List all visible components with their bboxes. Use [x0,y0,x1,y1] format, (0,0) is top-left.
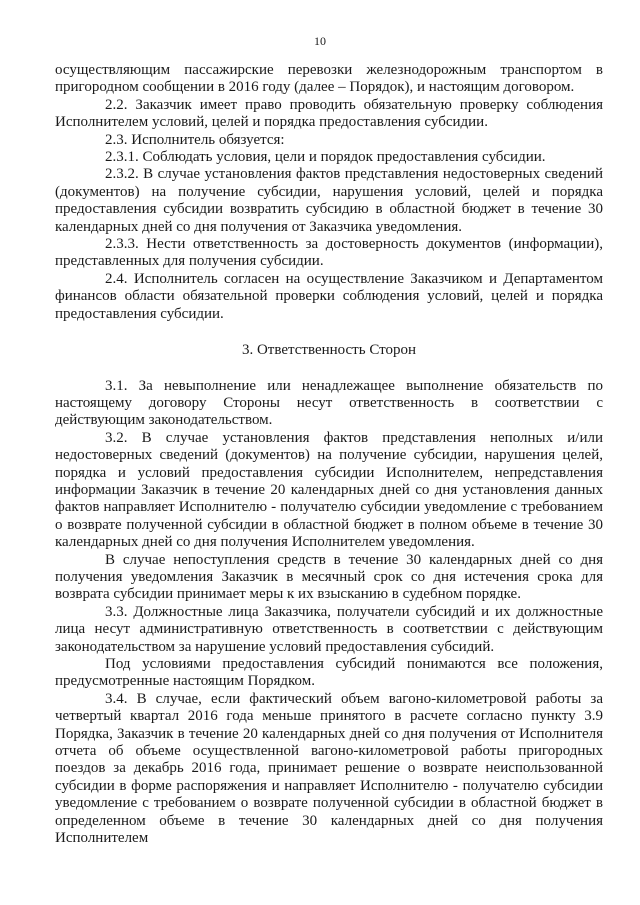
section-heading: 3. Ответственность Сторон [241,342,417,359]
page-number: 10 [314,34,326,48]
paragraph-3-4: 3.4. В случае, если фактический объем вагоно-километровой работы за четвертый квартал 2016 года меньше принятого в расчете согласно пункту 3.9 Порядка, Заказчик в течение 20 календарных дней со дня получения от Исполнителя отчета об объеме осуществленной вагоно-километровой работы пригородных поездов за декабрь 2016 года, принимает решение о возврате неиспользованной субсидии в форме распоряжения и направляет Исполнителю - получателю субсидии уведомление с требованием о возврате полученной субсидии в областной бюджет в определенном объеме в течение 30 календарных дней со дня получения Исполнителем [55,690,603,847]
paragraph-2-3-1: 2.3.1. Соблюдать условия, цели и порядок предоставления субсидии. [105,149,546,166]
paragraph-3-2: 3.2. В случае установления фактов представления неполных и/или недостоверных сведений (документов) на получение субсидии, нарушения целей, порядка и условий предоставления субсидии Исполнителем, непредставления информации Заказчик в течение 20 календарных дней со дня установления данных фактов направляет Исполнителю - получателю субсидии уведомление с требованием о возврате полученной субсидии в областной бюджет в полном объеме в течение 30 календарных дней со дня получения Исполнителем уведомления. [55,429,603,551]
paragraph-2-2: 2.2. Заказчик имеет право проводить обязательную проверку соблюдения Исполнителем условий, целей и порядка предоставления субсидии. [55,96,603,131]
paragraph-3-1: 3.1. За невыполнение или ненадлежащее выполнение обязательств по настоящему договору Стороны несут ответственность в соответствии с действующим законодательством. [55,377,603,429]
paragraph-2-3-3: 2.3.3. Нести ответственность за достоверность документов (информации), представленных для получения субсидии. [55,236,603,270]
paragraph-3-3: 3.3. Должностные лица Заказчика, получатели субсидий и их должностные лица несут административную ответственность в соответствии с действующим законодательством за нарушение условий предоставления субсидий. [55,603,603,655]
paragraph-3-3-continued: Под условиями предоставления субсидий понимаются все положения, предусмотренные настоящим Порядком. [55,656,603,690]
paragraph-2-3-2: 2.3.2. В случае установления фактов представления недостоверных сведений (документов) на получение субсидии, нарушения условий, целей и порядка предоставления субсидии возвратить субсидию в областной бюджет в течение 30 календарных дней со дня получения от Заказчика уведомления. [55,166,603,235]
paragraph-3-2-continued: В случае непоступления средств в течение 30 календарных дней со дня получения уведомления Заказчик в месячный срок со дня истечения срока для возврата субсидии принимает меры к их взысканию в судебном порядке. [55,551,603,603]
document-body [55,62,603,847]
paragraph-continuation: осуществляющим пассажирские перевозки железнодорожным транспортом в пригородном сообщении в 2016 году (далее – Порядок), и настоящим договором. [55,62,603,96]
paragraph-2-3: 2.3. Исполнитель обязуется: [105,131,285,148]
paragraph-2-4: 2.4. Исполнитель согласен на осуществление Заказчиком и Департаментом финансов области обязательной проверки соблюдения условий, целей и порядка предоставления субсидии. [55,270,603,322]
